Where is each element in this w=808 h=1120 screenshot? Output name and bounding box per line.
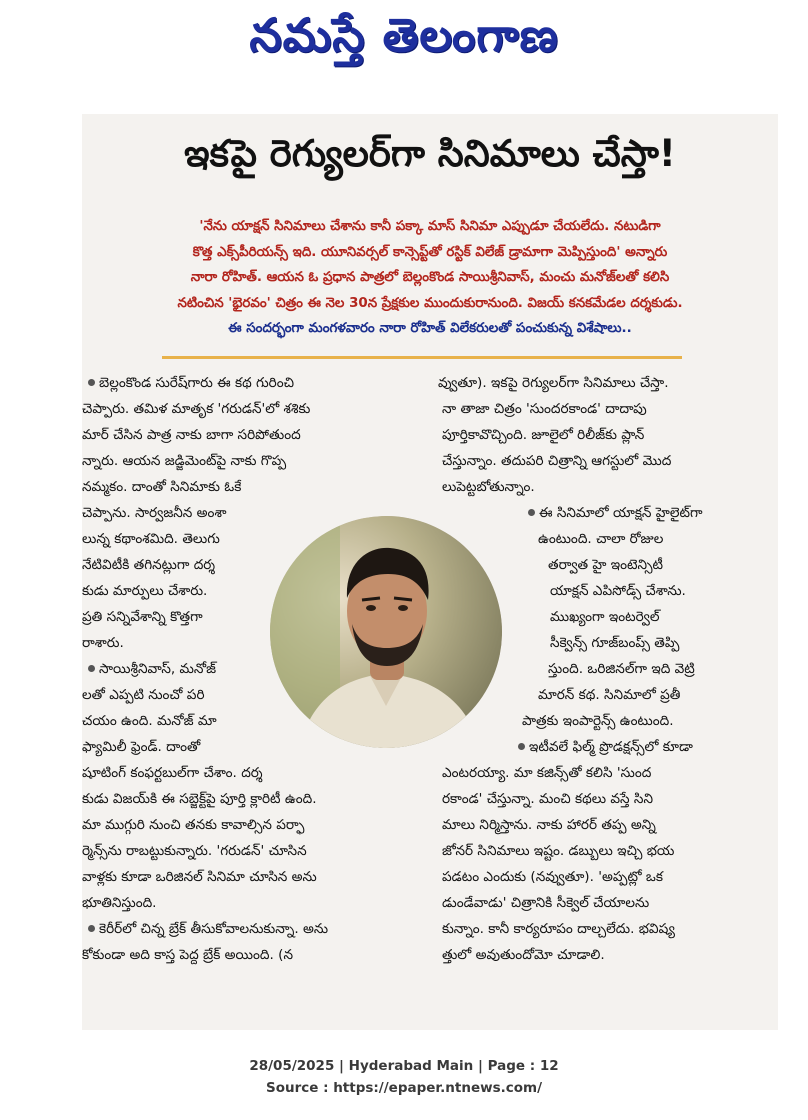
body-line: కుడు విజయ్‌కి ఈ సబ్జెక్ట్‌పై పూర్తి క్లారిటీ ఉంది. <box>82 791 317 807</box>
body-line: మాలు నిర్మిస్తాను. నాకు హారర్ తప్ప అన్ని <box>442 817 656 833</box>
edition-info: 28/05/2025 | Hyderabad Main | Page : 12 <box>249 1058 559 1074</box>
body-line: వ్వుతూ). ఇకపై రెగ్యులర్‌గా సినిమాలు చేస్తా. <box>438 375 669 391</box>
body-line: నమ్మకం. దాంతో సినిమాకు ఓకే <box>82 479 242 495</box>
body-line: కెరీర్‌లో చిన్న బ్రేక్ తీసుకోవాలనుకున్నా. అను <box>82 916 412 942</box>
body-line: చెప్పారు. తమిళ మాతృక 'గరుడన్'లో శశికు <box>82 401 311 417</box>
intro-line: ఈ సందర్భంగా మంగళవారం నారా రోహిత్ విలేకరులతో పంచుకున్న విశేషాలు.. <box>228 321 632 336</box>
body-line: చెప్పాను. సార్వజనీన అంశా <box>82 505 227 521</box>
body-line: మారన్ కథ. సినిమాలో ప్రతీ <box>538 687 681 703</box>
bullet-icon <box>88 925 95 932</box>
body-line: మా ముగ్గురి నుంచి తనకు కావాల్సిన పర్ఫా <box>82 817 305 833</box>
body-line: మార్ చేసిన పాత్ర నాకు బాగా సరిపోతుంద <box>82 427 301 443</box>
body-line: బెల్లంకొండ సురేష్‌గారు ఈ కథ గురించి <box>82 370 412 396</box>
body-line: కోకుండా అది కాస్త పెద్ద బ్రేక్ అయింది. (న <box>82 947 293 963</box>
body-line: ప్రతి సన్నివేశాన్ని కొత్తగా <box>82 609 203 625</box>
body-line: న్నారు. ఆయన జడ్జిమెంట్‌పై నాకు గొప్ప <box>82 453 287 469</box>
intro-line: కొత్త ఎక్స్‌పీరియన్స్ ఇది. యూనివర్సల్ కాన్సెప్ట్‌తో రస్టిక్ విలేజ్ డ్రామాగా మెప్పిస్తుంది' అన్నారు <box>192 244 668 260</box>
bullet-icon <box>528 509 535 516</box>
article-headline: ఇకపై రెగ్యులర్‌గా సినిమాలు చేస్తా! <box>184 132 676 175</box>
body-line: జోనర్ సినిమాలు ఇష్టం. డబ్బులు ఇచ్చి భయ <box>442 843 675 859</box>
body-line: సీక్వెన్స్ గూజ్‌బంప్స్ తెప్పి <box>550 635 680 651</box>
body-line: పూర్తికావొచ్చింది. జూలైలో రిలీజ్‌కు ప్లాన్ <box>442 427 645 443</box>
body-line: కున్నాం. కానీ కార్యరూపం దాల్చలేదు. భవిష్య <box>442 921 675 937</box>
body-line: లుపెట్టబోతున్నాం. <box>442 479 535 495</box>
body-line: డుండేవాడు' చిత్రానికి సీక్వెల్ చేయాలను <box>442 895 650 911</box>
masthead <box>0 8 808 78</box>
body-line: ఉంటుంది. చాలా రోజుల <box>538 531 664 547</box>
intro-line: నటించిన 'భైరవం' చిత్రం ఈ నెల 30న ప్రేక్షకుల ముందుకురానుంది. విజయ్ కనకమేడల దర్శకుడు. <box>177 295 683 311</box>
body-line: పడటం ఎందుకు (నవ్వుతూ). 'అప్పట్లో ఒక <box>442 869 663 885</box>
body-line: స్తుంది. ఒరిజినల్‌గా ఇది వెట్రి <box>548 661 695 677</box>
newspaper-logo-text: నమస్తే తెలంగాణ <box>249 8 559 62</box>
body-line: యాక్షన్ ఎపిసోడ్స్ చేశాను. <box>550 583 686 599</box>
body-line: ర్మెన్స్‌ను రాబట్టుకున్నారు. 'గరుడన్' చూసిన <box>82 843 307 859</box>
body-line: నేటివిటీకి తగినట్లుగా దర్శ <box>82 557 215 573</box>
body-line: ఫ్యామిలీ ఫ్రెండ్. దాంతో <box>82 739 201 755</box>
body-line: నా తాజా చిత్రం 'సుందరకాండ' దాదాపు <box>442 401 647 417</box>
bullet-icon <box>88 379 95 386</box>
body-line: వాళ్లకు కూడా ఒరిజినల్ సినిమా చూసిన అను <box>82 869 317 885</box>
body-line: ముఖ్యంగా ఇంటర్వెల్ <box>550 609 660 625</box>
intro-divider <box>162 356 682 359</box>
body-line: చయం ఉంది. మనోజ్ మా <box>82 713 217 729</box>
body-line: సాయిశ్రీనివాస్, మనోజ్ <box>82 656 312 682</box>
body-line: పాత్రకు ఇంపార్టెన్స్ ఉంటుంది. <box>522 713 674 729</box>
body-line: లతో ఎప్పటి నుంచో పరి <box>82 687 205 703</box>
body-line: కుడు మార్పులు చేశారు. <box>82 583 208 599</box>
body-line: తర్వాత హై ఇంటెన్సిటీ <box>548 557 664 573</box>
body-line: షూటింగ్ కంఫర్టబుల్‌గా చేశాం. దర్శ <box>82 765 263 781</box>
body-line: రకాండ' చేస్తున్నా. మంచి కథలు వస్తే సిని <box>442 791 654 807</box>
body-line: చేస్తున్నాం. తదుపరి చిత్రాన్ని ఆగస్టులో మొద <box>442 453 672 469</box>
intro-line: నారా రోహిత్. ఆయన ఓ ప్రధాన పాత్రలో బెల్లంకొండ సాయిశ్రీనివాస్, మంచు మనోజ్‌లతో కలిసి <box>190 270 670 285</box>
bullet-icon <box>518 743 525 750</box>
body-line: ఈ సినిమాలో యాక్షన్ హైలైట్‌గా <box>438 500 768 526</box>
actor-portrait-photo <box>270 516 502 748</box>
intro-line: 'నేను యాక్షన్ సినిమాలు చేశాను కానీ పక్కా మాస్ సినిమా ఎప్పుడూ చేయలేదు. నటుడిగా <box>199 219 661 234</box>
body-line: ఎంటరయ్యా. మా కజిన్స్‌తో కలిసి 'సుంద <box>442 765 652 781</box>
body-line: ఇటీవలే ఫిల్మ్ ప్రొడక్షన్స్‌లో కూడా <box>438 734 768 760</box>
article-intro <box>102 214 758 342</box>
bullet-icon <box>88 665 95 672</box>
article-clipping <box>82 114 778 1030</box>
body-line: రాశారు. <box>82 635 124 651</box>
body-line: త్తులో అవుతుందోమో చూడాలి. <box>442 947 605 963</box>
source-info: Source : https://epaper.ntnews.com/ <box>265 1080 543 1096</box>
body-line: భూతినిస్తుంది. <box>82 895 157 911</box>
body-line: లున్న కథాంశమిది. తెలుగు <box>82 531 220 547</box>
